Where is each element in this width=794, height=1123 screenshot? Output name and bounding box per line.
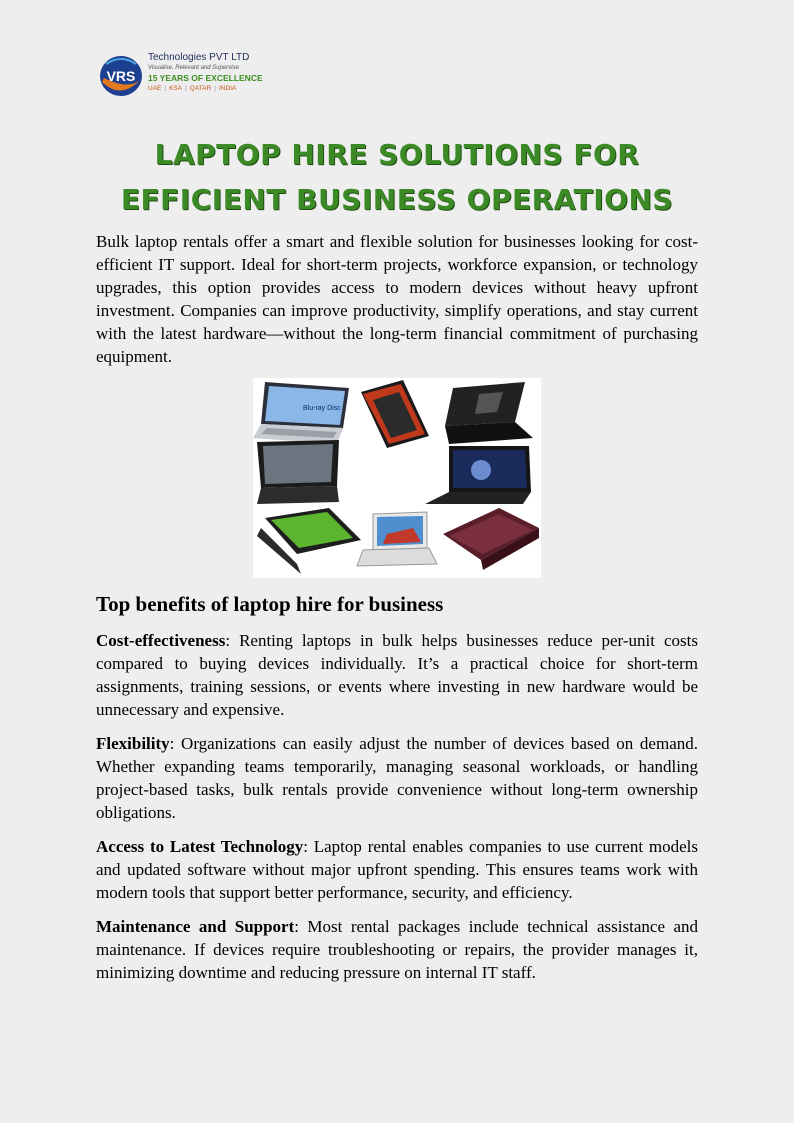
logo-mark-text: VRS [106, 68, 136, 84]
benefit-cost-effectiveness [96, 629, 698, 721]
benefit-term: Flexibility [96, 734, 170, 753]
logo-company-name: Technologies PVT LTD [148, 52, 250, 63]
company-logo [98, 52, 273, 102]
vrs-globe-logo-icon [98, 54, 144, 98]
benefit-term: Access to Latest Technology [96, 837, 304, 856]
page-title: LAPTOP HIRE SOLUTIONS FOR EFFICIENT BUSINESS OPERATIONS [120, 138, 674, 216]
laptops-collage-image [253, 378, 541, 578]
benefit-text: : Organizations can easily adjust the number of devices based on demand. Whether expanding teams temporarily, managing seasonal workloads, or handling project-based tasks, bulk rentals provide convenience without long-term ownership obligations. [96, 734, 698, 822]
laptop-green-screen-icon [257, 508, 361, 574]
benefits-heading: Top benefits of laptop hire for business [96, 592, 444, 616]
benefit-latest-technology [96, 835, 698, 904]
intro-paragraph: Bulk laptop rentals offer a smart and flexible solution for businesses looking for cost-efficient IT support. Ideal for short-term projects, workforce expansion, or technology upgrades, this option provides access to modern devices without heavy upfront investment. Companies can improve productivity, simplify operations, and stay current with the latest hardware—without the long-term financial commitment of purchasing equipment. [96, 232, 698, 366]
laptop-silver-icon [253, 382, 349, 444]
laptop-space-screen-icon [425, 446, 531, 504]
region-india: INDIA [218, 85, 237, 92]
benefit-maintenance-support [96, 915, 698, 984]
laptop-grey-screen-icon [257, 440, 339, 504]
benefit-text: : Renting laptops in bulk helps businesses reduce per-unit costs compared to buying devices individually. It’s a practical choice for short-term assignments, training sessions, or events where investing in new hardware would be unnecessary and expensive. [96, 631, 698, 719]
logo-regions: UAE | KSA | QATAR | INDIA [148, 85, 237, 92]
laptop-black-icon [445, 382, 533, 444]
benefit-term: Maintenance and Support [96, 917, 295, 936]
region-uae: UAE [148, 85, 162, 92]
benefit-term: Cost-effectiveness [96, 631, 226, 650]
laptop-white-icon [357, 512, 437, 566]
logo-years-badge: 15 YEARS OF EXCELLENCE [148, 73, 263, 83]
benefit-text: : Laptop rental enables companies to use current models and updated software without major upfront spending. This ensures teams work with modern tools that support better performance, security, and efficiency. [96, 837, 698, 902]
logo-text-block [148, 52, 263, 93]
benefit-flexibility [96, 732, 698, 824]
laptops-collage-svg [253, 378, 541, 578]
region-qatar: QATAR [189, 85, 212, 92]
benefit-text: : Most rental packages include technical assistance and maintenance. If devices require troubleshooting or repairs, the provider manages it, minimizing downtime and reducing pressure on internal IT staff. [96, 917, 698, 982]
logo-tagline: Visualise, Relevant and Supervise [148, 65, 239, 71]
laptop-screen-label: Blu-ray Disc [303, 405, 341, 412]
region-ksa: KSA [169, 85, 183, 92]
laptop-red-icon [361, 380, 429, 448]
laptop-maroon-icon [443, 508, 539, 570]
